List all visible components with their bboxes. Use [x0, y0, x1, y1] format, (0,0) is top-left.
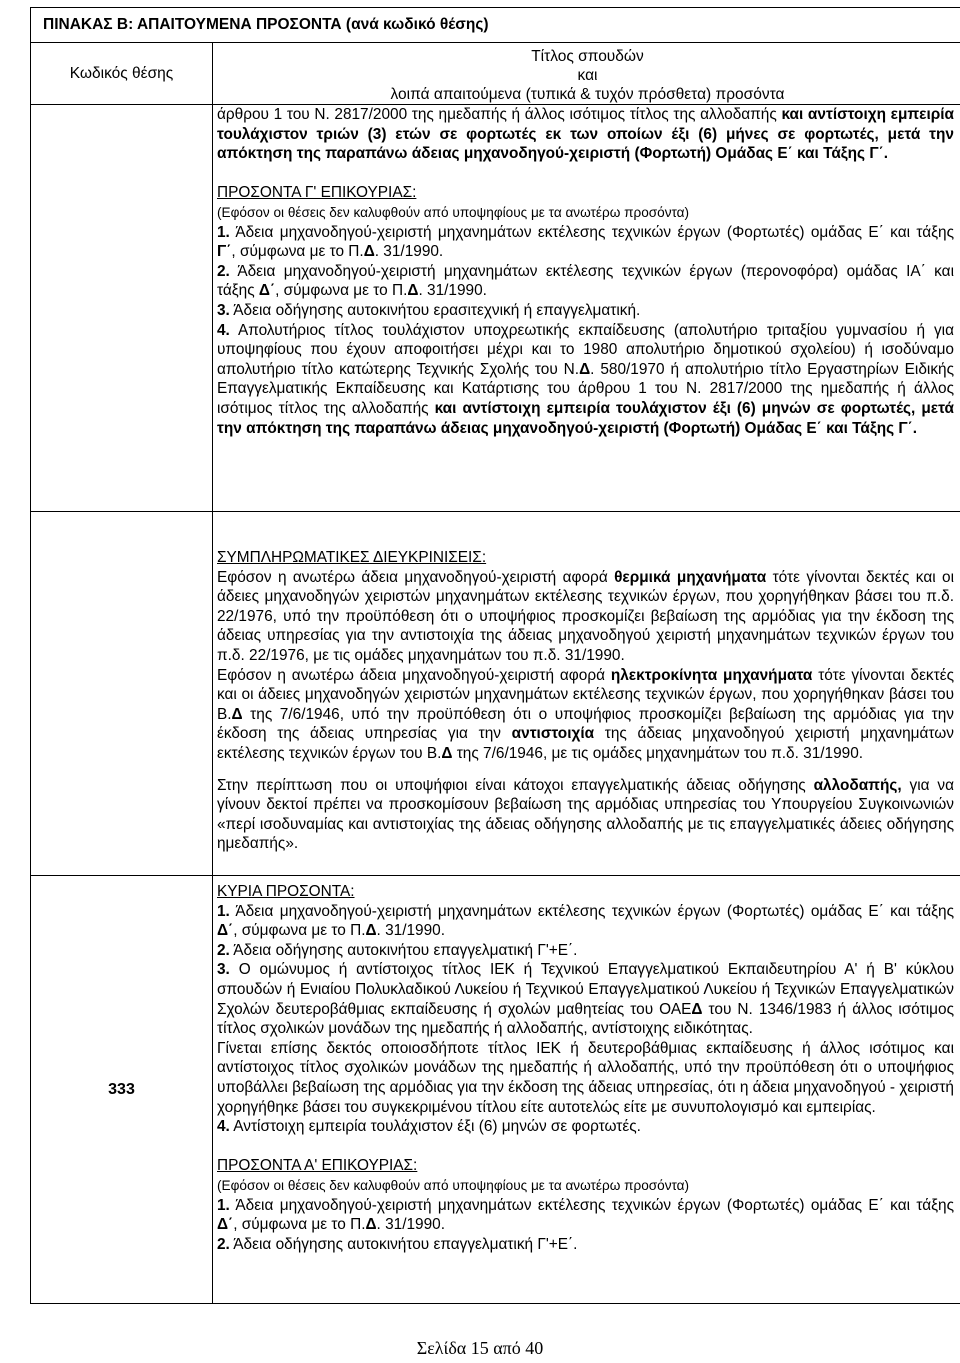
requirements-table [30, 7, 960, 1304]
item-m4: 4. Αντίστοιχη εμπειρία τουλάχιστον έξι (6) μηνών σε φορτωτές. [217, 1118, 641, 1136]
requirements-cell [213, 876, 960, 1304]
item-g3: 3. Άδεια οδήγησης αυτοκινήτου ερασιτεχνική ή επαγγελματική. [217, 301, 641, 319]
table-title-row [31, 8, 960, 43]
header-title-line2: και [577, 67, 598, 84]
clarification-electric: Εφόσον η ανωτέρω άδεια μηχανοδηγού-χειριστή αφορά ηλεκτροκίνητα μηχανήματα τότε γίνονται δεκτές και οι άδειες μηχανοδηγών χειριστών μηχανημάτων εκτέλεσης τεχνικών έργων, που χορηγήθηκαν βάσει του Β.Δ της 7/6/1946, υπό την προϋπόθεση ότι ο υποψήφιος προσκομίζει βεβαίωση της αρμόδιας για την έκδοση της άδειας υπηρεσίας για την αντιστοιχία της άδειας μηχανοδηγού χειριστή μηχανημάτων εκτέλεσης τεχνικών έργων του Β.Δ της 7/6/1946, με τις ομάδες μηχανημάτων του π.δ. 31/1990. [217, 666, 955, 762]
table-title-cell [31, 8, 960, 43]
heading-main: ΚΥΡΙΑ ΠΡΟΣΟΝΤΑ: [217, 883, 355, 900]
item-m3: 3. Ο ομώνυμος ή αντίστοιχος τίτλος ΙΕΚ ή Τεχνικού Επαγγελματικού Εκπαιδευτηρίου Α' ή Β' κύκλου σπουδών ή Ενιαίου Πολυκλαδικού Λυκείου ή Τεχνικού Επαγγελματικού Λυκείου ή Τεχνικών Επαγγελματικών Σχολών δευτεροβάθμιας εκπαίδευσης ή σχολών μαθητείας του ΟΑΕΔ του Ν. 1346/1983 ή άλλος ισότιμος τίτλος σχολικών μονάδων της ημεδαπής ή αλλοδαπής, αντίστοιχης ειδικότητας. [217, 961, 954, 1038]
page-footer: Σελίδα 15 από 40 [416, 1338, 544, 1358]
table-row [31, 876, 960, 1304]
note-g: (Εφόσον οι θέσεις δεν καλυφθούν από υποψηφίους με τα ανωτέρω προσόντα) [217, 204, 690, 220]
item-m1: 1. Άδεια μηχανοδηγού-χειριστή μηχανημάτων εκτέλεσης τεχνικών έργων (Φορτωτές) ομάδας Ε΄ και τάξης Δ΄, σύμφωνα με το Π.Δ. 31/1990. [217, 902, 954, 940]
code-cell-empty [31, 512, 213, 876]
item-g4: 4. Απολυτήριος τίτλος τουλάχιστον υποχρεωτικής εκπαίδευσης (απολυτήριο τριταξίου γυμνασίου ή για υποψηφίους που έχουν αποφοιτήσει μέχρι και το 1980 απολυτήριο δημοτικού σχολείου) ή ισοδύναμο απολυτήριο τίτλο κατώτερης Τεχνικής Σχολής του Ν.Δ. 580/1970 ή απολυτήριο τίτλο Εργαστηρίων Ειδικής Επαγγελματικής Εκπαίδευσης και Κατάρτισης του άρθρου 1 του Ν. 2817/2000 της ημεδαπής ή άλλος ισότιμος τίτλος της αλλοδαπής και αντίστοιχη εμπειρία τουλάχιστον έξι (6) μηνών σε φορτωτές, μετά την απόκτηση της παραπάνω άδειας μηχανοδηγού-χειριστή (Φορτωτή) Ομάδας Ε΄ και Τάξης Γ΄. [217, 321, 954, 437]
position-code: 333 [31, 876, 213, 1304]
note-a: (Εφόσον οι θέσεις δεν καλυφθούν από υποψηφίους με τα ανωτέρω προσόντα) [217, 1177, 690, 1193]
item-a2: 2. Άδεια οδήγησης αυτοκινήτου επαγγελματική Γ'+Ε΄. [217, 1235, 578, 1253]
continuation-paragraph: άρθρου 1 του Ν. 2817/2000 της ημεδαπής ή άλλος ισότιμος τίτλος της αλλοδαπής και αντίστοιχη εμπειρία τουλάχιστον τριών (3) ετών σε φορτωτές εκ των οποίων έξι (6) μήνες σε φορτωτές, μετά την απόκτηση της παραπάνω άδειας μηχανοδηγού-χειριστή (Φορτωτή) Ομάδας Ε΄ και Τάξης Γ΄. [217, 106, 955, 163]
header-title-line1: Τίτλος σπουδών [531, 48, 644, 65]
heading-g-auxiliary: ΠΡΟΣΟΝΤΑ Γ' ΕΠΙΚΟΥΡΙΑΣ: [217, 184, 417, 202]
item-a1: 1. Άδεια μηχανοδηγού-χειριστή μηχανημάτων εκτέλεσης τεχνικών έργων (Φορτωτές) ομάδας Ε΄ και τάξης Δ΄, σύμφωνα με το Π.Δ. 31/1990. [217, 1196, 954, 1234]
clarification-foreign-license: Στην περίπτωση που οι υποψήφιοι είναι κάτοχοι επαγγελματικής άδειας οδήγησης αλλοδαπής, για να γίνουν δεκτοί πρέπει να προσκομίσουν βεβαίωση της αρμόδιας υπηρεσίας του Υπουργείου Συγκοινωνιών «περί ισοδυναμίας και αντιστοιχίας της άδειας οδήγησης αλλοδαπής με τις επαγγελματικές άδειες οδήγησης ημεδαπής». [217, 776, 954, 853]
item-m3-extra: Γίνεται επίσης δεκτός οποιοσδήποτε τίτλος ΙΕΚ ή δευτεροβάθμιας εκπαίδευσης ή άλλος ισότιμος και αντίστοιχος τίτλος σχολικών μονάδων της ημεδαπής ή αλλοδαπής, υπό την προϋπόθεση ότι ο υποψήφιος υποβάλλει βεβαίωση της αρμόδιας για την έκδοση της άδειας υπηρεσίας, ότι η άδεια μηχανοδηγού - χειριστή χορηγήθηκε βάσει του συγκεκριμένου τίτλου είτε αυτοτελώς είτε με συνυπολογισμό και εμπειρίας. [217, 1039, 954, 1116]
heading-clarifications: ΣΥΜΠΛΗΡΩΜΑΤΙΚΕΣ ΔΙΕΥΚΡΙΝΙΣΕΙΣ: [217, 549, 487, 566]
table-row [31, 105, 960, 512]
requirements-cell [213, 105, 960, 512]
header-title-line3: λοιπά απαιτούμενα (τυπικά & τυχόν πρόσθετα) προσόντα [390, 86, 785, 103]
table-header-row [31, 43, 960, 105]
item-m2: 2. Άδεια οδήγησης αυτοκινήτου επαγγελματική Γ'+Ε΄. [217, 941, 578, 959]
table-row [31, 512, 960, 876]
item-g2: 2. Άδεια μηχανοδηγού-χειριστή μηχανημάτων εκτέλεσης τεχνικών έργων (περονοφόρα) ομάδας ΙΑ΄ και τάξης Δ΄, σύμφωνα με το Π.Δ. 31/1990. [217, 262, 954, 300]
header-code: Κωδικός θέσης [31, 43, 213, 105]
table-title: ΠΙΝΑΚΑΣ Β: ΑΠΑΙΤΟΥΜΕΝΑ ΠΡΟΣΟΝΤΑ (ανά κωδικό θέσης) [43, 16, 489, 33]
header-title [213, 43, 960, 105]
item-g1: 1. Άδεια μηχανοδηγού-χειριστή μηχανημάτων εκτέλεσης τεχνικών έργων (Φορτωτές) ομάδας Ε΄ και τάξης Γ΄, σύμφωνα με το Π.Δ. 31/1990. [217, 223, 954, 261]
code-cell-empty [31, 105, 213, 512]
heading-a-auxiliary: ΠΡΟΣΟΝΤΑ Α' ΕΠΙΚΟΥΡΙΑΣ: [217, 1157, 418, 1175]
page [30, 7, 960, 1304]
clarification-thermal: Εφόσον η ανωτέρω άδεια μηχανοδηγού-χειριστή αφορά θερμικά μηχανήματα τότε γίνονται δεκτές και οι άδειες μηχανοδηγών χειριστών μηχανημάτων εκτέλεσης τεχνικών έργων, που χορηγήθηκαν βάσει του π.δ. 22/1976, υπό την προϋπόθεση ότι ο υποψήφιος προσκομίζει βεβαίωση της αρμόδιας για την έκδοση της άδειας υπηρεσίας για την αντιστοιχία της άδειας μηχανοδηγού χειριστή μηχανημάτων τεχνικών έργων του π.δ. 22/1976, με τις ομάδες μηχανημάτων του π.δ. 31/1990. [217, 568, 954, 664]
clarifications-cell [213, 512, 960, 876]
